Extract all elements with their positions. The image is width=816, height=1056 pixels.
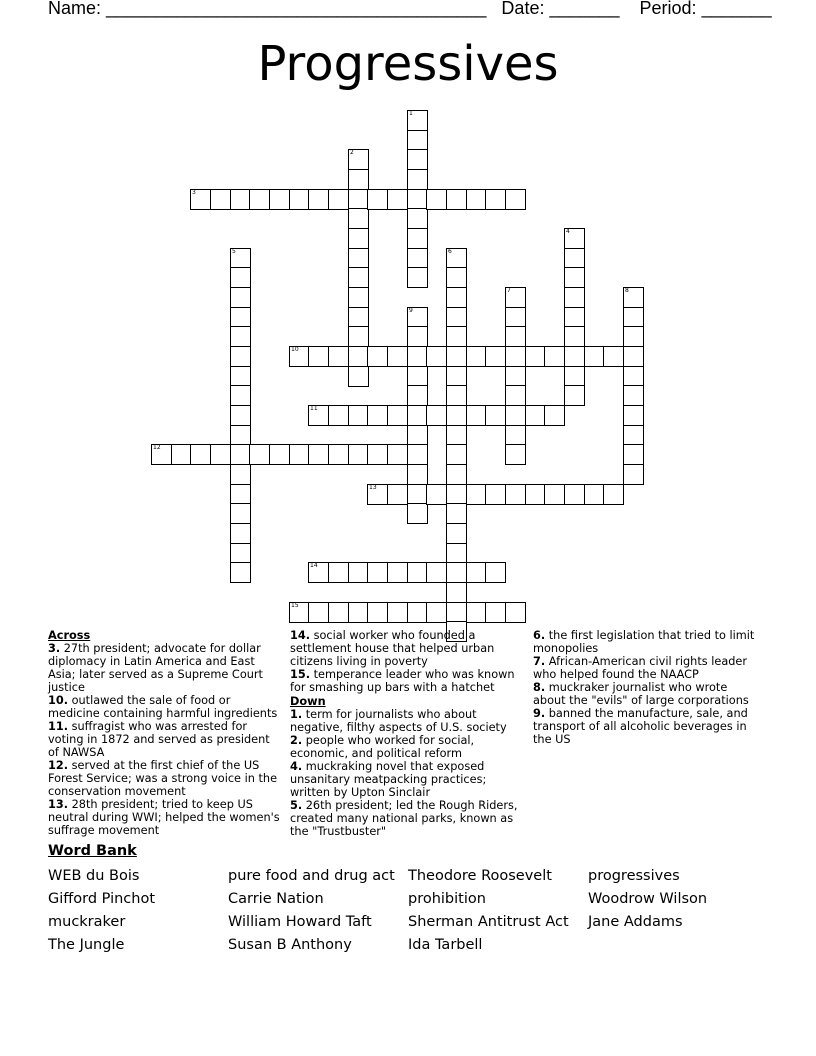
crossword-cell[interactable] [485,189,506,210]
clue-number: 10 [291,346,299,353]
crossword-cell[interactable] [308,189,329,210]
crossword-cell[interactable] [407,562,428,583]
crossword-cell[interactable] [505,385,526,406]
crossword-cell[interactable] [505,366,526,387]
clue-number: 2 [350,149,354,156]
clue-number: 6 [448,248,452,255]
crossword-cell[interactable] [466,405,487,426]
crossword-cell[interactable] [525,484,546,505]
crossword-cell[interactable] [387,405,408,426]
clue-down-5: 5. 26th president; led the Rough Riders, created many national parks, known as the "Trustbuster" [290,799,518,838]
crossword-cell[interactable] [564,346,585,367]
clue-across-15: 15. temperance leader who was known for smashing up bars with a hatchet [290,668,515,694]
crossword-cell[interactable] [348,602,369,623]
word-bank-item: Sherman Antitrust Act [408,914,569,930]
crossword-cell[interactable] [308,405,329,426]
clue-down-2: 2. people who worked for social, economic, and political reform [290,734,475,760]
crossword-cell[interactable] [348,405,369,426]
crossword-cell[interactable] [623,326,644,347]
crossword-cell[interactable] [328,189,349,210]
crossword-cell[interactable] [367,602,388,623]
crossword-cell[interactable] [485,405,506,426]
crossword-cell[interactable] [505,405,526,426]
crossword-cell[interactable] [446,405,467,426]
crossword-cell[interactable] [505,326,526,347]
crossword-cell[interactable] [564,326,585,347]
crossword-cell[interactable] [289,346,310,367]
crossword-cell[interactable] [230,425,251,446]
crossword-cell[interactable] [230,464,251,485]
word-bank-item: William Howard Taft [228,914,372,930]
crossword-cell[interactable] [505,307,526,328]
crossword-cell[interactable] [446,562,467,583]
clue-number: 11 [310,405,318,412]
crossword-cell[interactable] [151,444,172,465]
crossword-cell[interactable] [505,444,526,465]
crossword-cell[interactable] [171,444,192,465]
crossword-cell[interactable] [289,444,310,465]
crossword-cell[interactable] [446,287,467,308]
clue-down-4: 4. muckraking novel that exposed unsanitary meatpacking practices; written by Upton Sinclair [290,760,487,799]
crossword-cell[interactable] [525,346,546,367]
crossword-cell[interactable] [230,543,251,564]
crossword-cell[interactable] [328,444,349,465]
crossword-cell[interactable] [348,267,369,288]
word-bank-item: The Jungle [48,937,125,953]
crossword-cell[interactable] [446,425,467,446]
crossword-cell[interactable] [407,366,428,387]
crossword-cell[interactable] [623,287,644,308]
clue-down-6: 6. the first legislation that tried to limit monopolies [533,629,755,655]
crossword-cell[interactable] [348,287,369,308]
crossword-cell[interactable] [230,267,251,288]
crossword-cell[interactable] [230,562,251,583]
word-bank-item: Ida Tarbell [408,937,483,953]
crossword-cell[interactable] [446,582,467,603]
crossword-cell[interactable] [407,307,428,328]
crossword-cell[interactable] [308,562,329,583]
crossword-cell[interactable] [407,503,428,524]
crossword-cell[interactable] [407,149,428,170]
crossword-cell[interactable] [190,189,211,210]
clue-number: 5 [232,248,236,255]
clue-number: 14 [310,562,318,569]
crossword-cell[interactable] [348,307,369,328]
crossword-cell[interactable] [525,405,546,426]
crossword-cell[interactable] [446,484,467,505]
crossword-cell[interactable] [407,248,428,269]
crossword-cell[interactable] [407,425,428,446]
crossword-cell[interactable] [426,602,447,623]
crossword-cell[interactable] [505,346,526,367]
crossword-cell[interactable] [603,484,624,505]
crossword-cell[interactable] [190,444,211,465]
clue-across-13: 13. 28th president; tried to keep US neutral during WWI; helped the women's suffrage movement [48,798,280,837]
crossword-cell[interactable] [367,405,388,426]
crossword-cell[interactable] [564,484,585,505]
crossword-cell[interactable] [367,189,388,210]
crossword-cell[interactable] [426,484,447,505]
clue-number: 12 [153,444,161,451]
crossword-cell[interactable] [230,385,251,406]
crossword-cell[interactable] [348,228,369,249]
crossword-cell[interactable] [387,562,408,583]
crossword-cell[interactable] [230,346,251,367]
crossword-cell[interactable] [505,287,526,308]
crossword-cell[interactable] [348,248,369,269]
crossword-cell[interactable] [407,110,428,131]
crossword-cell[interactable] [446,602,467,623]
crossword-cell[interactable] [446,307,467,328]
crossword-cell[interactable] [426,189,447,210]
crossword-cell[interactable] [387,484,408,505]
crossword-cell[interactable] [446,248,467,269]
crossword-cell[interactable] [348,208,369,229]
word-bank-item: pure food and drug act [228,868,395,884]
crossword-cell[interactable] [407,346,428,367]
crossword-cell[interactable] [446,543,467,564]
crossword-cell[interactable] [544,405,565,426]
crossword-cell[interactable] [308,602,329,623]
student-info-line: Name: ______________________________________ Date: _______ Period: _______ [48,0,772,18]
word-bank-item: progressives [588,868,680,884]
crossword-cell[interactable] [623,464,644,485]
clue-across-14: 14. social worker who founded a settlement house that helped urban citizens living in poverty [290,629,495,668]
clue-number: 15 [291,602,299,609]
crossword-cell[interactable] [387,189,408,210]
word-bank-item: Carrie Nation [228,891,324,907]
crossword-cell[interactable] [407,130,428,151]
crossword-cell[interactable] [348,562,369,583]
crossword-cell[interactable] [564,385,585,406]
crossword-cell[interactable] [623,385,644,406]
crossword-cell[interactable] [348,189,369,210]
clues-column-3 [533,629,758,746]
crossword-cell[interactable] [407,484,428,505]
crossword-cell[interactable] [446,326,467,347]
word-bank-item: prohibition [408,891,486,907]
crossword-cell[interactable] [564,366,585,387]
word-bank-item: Susan B Anthony [228,937,352,953]
crossword-cell[interactable] [348,346,369,367]
clues-column-1 [48,628,284,837]
crossword-cell[interactable] [348,169,369,190]
crossword-cell[interactable] [230,484,251,505]
crossword-cell[interactable] [623,307,644,328]
crossword-cell[interactable] [564,307,585,328]
crossword-cell[interactable] [230,326,251,347]
puzzle-title: Progressives [257,36,559,92]
crossword-cell[interactable] [407,602,428,623]
crossword-cell[interactable] [289,189,310,210]
crossword-cell[interactable] [485,484,506,505]
crossword-cell[interactable] [544,484,565,505]
clue-down-9: 9. banned the manufacture, sale, and transport of all alcoholic beverages in the US [533,707,748,746]
crossword-cell[interactable] [564,287,585,308]
crossword-cell[interactable] [230,189,251,210]
crossword-cell[interactable] [407,405,428,426]
crossword-cell[interactable] [584,346,605,367]
crossword-cell[interactable] [348,326,369,347]
crossword-cell[interactable] [230,307,251,328]
crossword-cell[interactable] [485,562,506,583]
crossword-cell[interactable] [446,267,467,288]
crossword-cell[interactable] [269,444,290,465]
clue-down-7: 7. African-American civil rights leader who helped found the NAACP [533,655,748,681]
crossword-cell[interactable] [407,228,428,249]
crossword-cell[interactable] [505,484,526,505]
crossword-cell[interactable] [269,189,290,210]
crossword-cell[interactable] [328,346,349,367]
crossword-cell[interactable] [466,346,487,367]
crossword-cell[interactable] [407,267,428,288]
word-bank-title: Word Bank [48,843,137,859]
crossword-cell[interactable] [387,346,408,367]
crossword-cell[interactable] [230,444,251,465]
crossword-cell[interactable] [210,444,231,465]
crossword-cell[interactable] [505,189,526,210]
crossword-cell[interactable] [230,287,251,308]
crossword-cell[interactable] [407,385,428,406]
crossword-cell[interactable] [446,523,467,544]
crossword-cell[interactable] [466,484,487,505]
down-heading: Down [290,695,326,708]
crossword-cell[interactable] [230,405,251,426]
clues-column-2 [290,629,526,838]
crossword-cell[interactable] [407,169,428,190]
clue-number: 3 [192,189,196,196]
crossword-cell[interactable] [584,484,605,505]
word-bank-item: Gifford Pinchot [48,891,156,907]
clue-down-1: 1. term for journalists who about negative, filthy aspects of U.S. society [290,708,507,734]
crossword-cell[interactable] [367,484,388,505]
crossword-cell[interactable] [564,267,585,288]
crossword-cell[interactable] [387,444,408,465]
clue-number: 7 [507,287,511,294]
crossword-cell[interactable] [367,346,388,367]
crossword-cell[interactable] [328,405,349,426]
crossword-cell[interactable] [623,366,644,387]
crossword-cell[interactable] [407,189,428,210]
crossword-cell[interactable] [564,228,585,249]
word-bank-item: muckraker [48,914,126,930]
crossword-cell[interactable] [407,326,428,347]
crossword-cell[interactable] [328,562,349,583]
crossword-cell[interactable] [230,248,251,269]
crossword-cell[interactable] [446,366,467,387]
crossword-cell[interactable] [446,464,467,485]
crossword-cell[interactable] [603,346,624,367]
clue-down-8: 8. muckraker journalist who wrote about the "evils" of large corporations [533,681,749,707]
crossword-cell[interactable] [249,189,270,210]
clue-number: 8 [625,287,629,294]
clue-number: 9 [409,307,413,314]
crossword-cell[interactable] [328,602,349,623]
across-heading: Across [48,629,91,642]
crossword-cell[interactable] [289,602,310,623]
crossword-cell[interactable] [387,602,408,623]
word-bank-item: Theodore Roosevelt [408,868,552,884]
crossword-cell[interactable] [485,346,506,367]
crossword-cell[interactable] [210,189,231,210]
crossword-cell[interactable] [446,189,467,210]
crossword-cell[interactable] [564,248,585,269]
crossword-cell[interactable] [308,346,329,367]
word-bank-item: Woodrow Wilson [588,891,708,907]
crossword-cell[interactable] [367,562,388,583]
clue-across-12: 12. served at the first chief of the US Forest Service; was a strong voice in the conservation movement [48,759,278,798]
crossword-cell[interactable] [446,444,467,465]
crossword-cell[interactable] [446,346,467,367]
crossword-cell[interactable] [544,346,565,367]
crossword-cell[interactable] [230,523,251,544]
crossword-cell[interactable] [249,444,270,465]
word-bank-item: Jane Addams [588,914,683,930]
clue-across-11: 11. suffragist who was arrested for voting in 1872 and served as president of NAWSA [48,720,270,759]
crossword-cell[interactable] [623,346,644,367]
crossword-cell[interactable] [348,366,369,387]
clue-number: 4 [566,228,570,235]
crossword-cell[interactable] [348,444,369,465]
crossword-cell[interactable] [308,444,329,465]
crossword-cell[interactable] [426,562,447,583]
clue-across-3: 3. 27th president; advocate for dollar diplomacy in Latin America and East Asia; later served as a Supreme Court justice [48,642,263,694]
crossword-cell[interactable] [466,602,487,623]
crossword-cell[interactable] [407,208,428,229]
crossword-cell[interactable] [407,444,428,465]
crossword-cell[interactable] [426,405,447,426]
clue-across-10: 10. outlawed the sale of food or medicine containing harmful ingredients [48,694,278,720]
crossword-cell[interactable] [623,425,644,446]
crossword-cell[interactable] [623,405,644,426]
crossword-cell[interactable] [623,444,644,465]
clue-number: 13 [369,484,377,491]
crossword-cell[interactable] [426,346,447,367]
crossword-cell[interactable] [505,602,526,623]
crossword-cell[interactable] [446,385,467,406]
word-bank-item: WEB du Bois [48,868,140,884]
clue-number: 1 [409,110,413,117]
crossword-cell[interactable] [466,189,487,210]
crossword-cell[interactable] [505,425,526,446]
crossword-cell[interactable] [230,366,251,387]
crossword-cell[interactable] [230,503,251,524]
crossword-cell[interactable] [348,149,369,170]
crossword-cell[interactable] [485,602,506,623]
crossword-cell[interactable] [466,562,487,583]
crossword-cell[interactable] [367,444,388,465]
crossword-cell[interactable] [446,503,467,524]
crossword-cell[interactable] [407,464,428,485]
